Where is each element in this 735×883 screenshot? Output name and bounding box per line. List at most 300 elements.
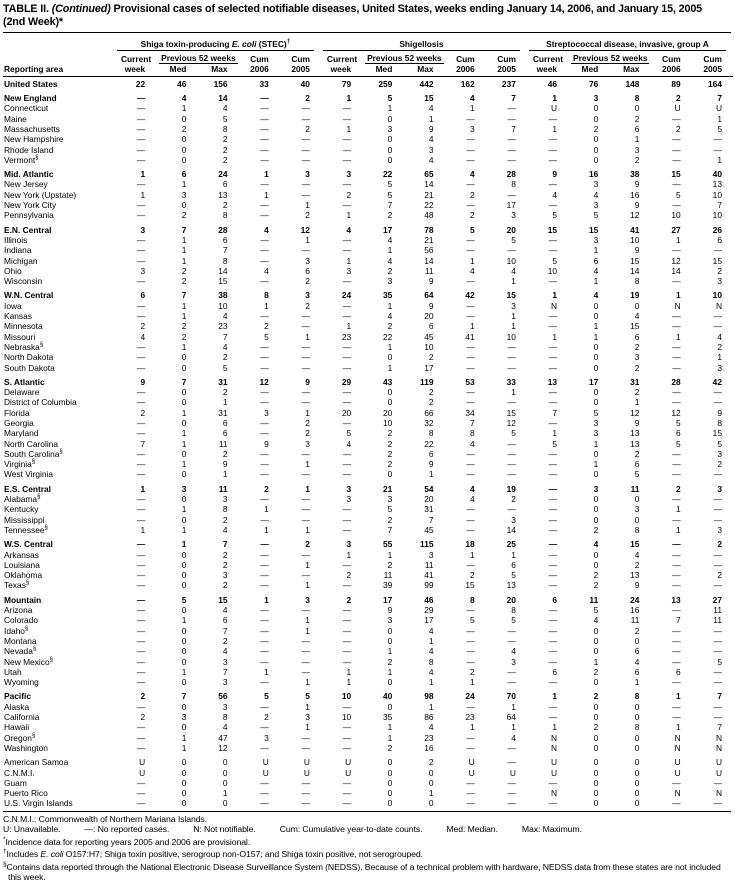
value-cell: 3 [264,732,269,743]
value-cell: 23 [424,732,434,743]
reporting-area-cell: Montana [4,635,37,646]
value-cell: 0 [634,103,640,114]
reporting-area-cell: Vermont§ [4,154,39,165]
value-cell: 0 [387,788,393,799]
value-cell: 1 [140,524,146,535]
value-cell: 15 [465,580,475,591]
value-cell: — [548,570,558,581]
value-cell: 4 [428,722,434,733]
value-cell: 38 [630,169,640,180]
value-cell: — [466,154,475,165]
value-cell: 2 [593,580,599,591]
value-cell: 9 [428,123,434,134]
value-cell: 4 [387,234,393,245]
value-cell: 162 [460,78,475,89]
value-cell: — [260,113,269,124]
table-row [3,449,733,459]
value-cell: 3 [305,712,310,723]
value-cell: 1 [593,331,599,342]
value-cell: — [466,635,475,646]
value-cell: — [507,438,516,449]
value-cell: 4 [387,255,393,266]
value-cell: 13 [218,189,228,200]
stec-cum2005-header: Cum [291,53,310,64]
table-row [3,778,733,788]
value-cell: — [260,580,269,591]
value-cell: 6 [552,666,558,677]
value-cell: 22 [383,331,393,342]
value-cell: — [548,362,558,373]
value-cell: 5 [717,123,722,134]
value-cell: 4 [717,331,722,342]
value-cell: 2 [634,362,640,373]
value-cell: U [674,767,681,778]
value-cell: — [260,134,269,145]
reporting-area-cell: North Carolina [4,438,58,449]
value-cell: 5 [511,428,516,439]
value-cell: 2 [181,331,187,342]
value-cell: 1 [593,656,599,667]
value-cell: 0 [387,387,393,398]
value-cell: 5 [181,594,187,605]
reporting-area-cell: Connecticut [4,103,49,114]
value-cell: — [260,469,269,480]
value-cell: 12 [630,210,640,221]
value-cell: — [136,418,146,428]
value-cell: 66 [424,407,434,418]
value-cell: — [466,448,475,459]
footnote-cnmi: C.N.M.I.: Commonwealth of Northern Mariana Islands. [3,813,207,824]
value-cell: — [548,276,558,287]
value-cell: 6 [428,321,434,332]
value-cell: 0 [593,362,599,373]
value-cell: — [507,341,516,352]
value-cell: 0 [181,448,187,459]
value-cell: 15 [630,539,640,550]
subheader-row-bottom [3,64,733,77]
value-cell: — [342,448,352,459]
value-cell: 9 [428,276,434,287]
reporting-area-cell: Pacific [4,691,32,702]
value-cell: — [507,245,516,256]
value-cell: 1 [181,234,187,245]
value-cell: — [260,742,269,753]
value-cell: — [672,134,681,145]
value-cell: — [466,341,475,352]
value-cell: 31 [424,504,434,515]
value-cell: 2 [470,210,475,221]
value-cell: 2 [140,321,146,332]
table-row [3,615,733,625]
value-cell: U [551,757,558,768]
reporting-area-cell: Washington [4,742,48,753]
table-row [3,646,733,656]
value-cell: 10 [383,418,393,428]
value-cell: 8 [634,722,640,733]
value-cell: 1 [428,788,434,799]
value-cell: 12 [671,255,681,266]
value-cell: — [466,144,475,155]
value-cell: — [672,559,681,570]
reporting-area-cell: Wyoming [4,677,39,688]
value-cell: N [674,300,681,311]
value-cell: — [672,549,681,560]
value-cell: 17 [506,200,516,211]
value-cell: 12 [218,742,228,753]
value-cell: 1 [181,459,187,470]
reporting-area-cell: New Hampshire [4,134,64,145]
value-cell: 4 [470,483,475,494]
value-cell: 4 [552,189,558,200]
value-cell: — [136,210,146,221]
value-cell: 2 [222,635,228,646]
reporting-area-cell: Delaware [4,387,40,398]
value-cell: 3 [593,93,599,104]
value-cell: 9 [387,605,393,616]
value-cell: — [260,798,269,809]
table-row [3,591,733,605]
value-cell: 8 [222,123,228,134]
value-cell: — [548,234,558,245]
value-cell: — [301,245,310,256]
value-cell: 0 [593,103,599,114]
value-cell: 0 [222,767,228,778]
value-cell: — [466,625,475,636]
value-cell: 1 [717,352,722,363]
value-cell: 2 [428,397,434,408]
value-cell: — [672,113,681,124]
value-cell: 1 [511,549,516,560]
value-cell: 2 [634,341,640,352]
value-cell: — [548,701,558,712]
value-cell: 20 [383,407,393,418]
strep-max-header: Max [609,64,650,77]
area-footnote-marker: § [24,625,29,632]
value-cell: 4 [470,169,475,180]
value-cell: — [466,387,475,398]
value-cell: 3 [222,656,228,667]
value-cell: 1 [305,722,310,733]
area-footnote-marker: § [35,155,39,162]
value-cell: 47 [218,732,228,743]
value-cell: 79 [341,78,352,89]
value-cell: 1 [140,169,146,180]
value-cell: 2 [264,712,269,723]
value-cell: 5 [675,189,681,200]
value-cell: 4 [634,656,640,667]
value-cell: 5 [593,407,599,418]
value-cell: — [342,144,352,155]
value-cell: — [301,448,310,459]
value-cell: 17 [424,362,434,373]
value-cell: 29 [341,376,352,387]
table-row [3,256,733,266]
value-cell: 3 [634,504,640,515]
value-cell: — [260,154,269,165]
value-cell: 7 [222,245,228,256]
value-cell: 1 [593,321,599,332]
value-cell: — [466,656,475,667]
value-cell: 1 [305,459,310,470]
value-cell: 14 [630,265,640,276]
value-cell: 11 [589,594,599,605]
value-cell: 5 [470,224,475,235]
table-row [3,702,733,712]
footnote-dagger: †Includes E. coli O157:H7; Shiga toxin positive, serogroup non-O157; and Shiga toxin positive, not serogrouped. [3,848,423,860]
value-cell: 8 [222,255,228,266]
value-cell: 2 [140,407,146,418]
value-cell: 6 [181,169,187,180]
value-cell: 3 [593,179,599,190]
value-cell: — [136,311,146,322]
value-cell: 0 [593,712,599,723]
value-cell: 1 [181,666,187,677]
value-cell: 0 [634,712,640,723]
table-row [3,712,733,722]
value-cell: — [342,134,352,145]
value-cell: — [507,788,516,799]
stec-2005-header: 2005 [280,64,321,77]
value-cell: 2 [675,123,681,134]
value-cell: — [713,134,722,145]
value-cell: 0 [222,757,228,768]
value-cell: 10 [630,234,640,245]
value-cell: 0 [593,635,599,646]
value-cell: 3 [305,169,310,180]
value-cell: 5 [675,418,681,428]
value-cell: — [301,113,310,124]
table-row [3,221,733,235]
value-cell: 29 [424,605,434,616]
reporting-area-cell: Utah [4,666,22,677]
value-cell: — [548,625,558,636]
value-cell: 16 [424,742,434,753]
value-cell: U [551,767,558,778]
value-cell: 1 [552,93,558,104]
value-cell: 5 [264,691,269,702]
value-cell: — [466,362,475,373]
reporting-area-cell: Georgia [4,418,34,428]
value-cell: 2 [634,448,640,459]
value-cell: — [466,311,475,322]
value-cell: 1 [181,539,187,550]
value-cell: 11 [424,559,434,570]
value-cell: 6 [140,290,146,301]
group-header-row [3,35,733,51]
value-cell: 7 [181,376,187,387]
value-cell: — [507,635,516,646]
value-cell: — [672,179,681,190]
reporting-area-cell: New England [4,93,57,104]
value-cell: 1 [634,677,640,688]
value-cell: 3 [346,169,352,180]
table-row [3,535,733,549]
value-cell: 45 [424,331,434,342]
value-cell: 7 [511,123,516,134]
value-cell: 15 [630,255,640,266]
value-cell: — [301,311,310,322]
value-cell: 27 [712,594,722,605]
value-cell: 0 [222,777,228,788]
value-cell: 3 [717,524,722,535]
value-cell: 1 [511,701,516,712]
value-cell: 1 [387,245,393,256]
value-cell: — [342,397,352,408]
value-cell: 12 [630,407,640,418]
value-cell: 442 [419,78,434,89]
value-cell: 0 [593,154,599,165]
reporting-area-cell: Alabama§ [4,494,41,505]
value-cell: 1 [634,397,640,408]
value-cell: 3 [593,200,599,211]
value-cell: — [672,448,681,459]
value-cell: — [507,352,516,363]
table-row [3,373,733,387]
value-cell: — [507,189,516,200]
value-cell: — [260,276,269,287]
value-cell: 4 [264,265,269,276]
reporting-area-cell: Massachusetts [4,123,60,134]
value-cell: 4 [634,311,640,322]
table-row [3,605,733,615]
value-cell: 2 [305,210,310,221]
value-cell: 0 [387,397,393,408]
value-cell: 2 [717,539,722,550]
value-cell: — [260,362,269,373]
value-cell: 40 [712,169,722,180]
value-cell: — [301,570,310,581]
value-cell: 3 [181,189,187,200]
value-cell: — [507,113,516,124]
value-cell: 1 [717,113,722,124]
value-cell: 8 [428,656,434,667]
reporting-area-cell: American Samoa [4,757,69,768]
value-cell: 11 [218,483,228,494]
value-cell: — [260,539,269,550]
value-cell: — [260,352,269,363]
value-cell: 2 [593,722,599,733]
value-cell: 15 [506,407,516,418]
value-cell: 23 [341,331,352,342]
value-cell: — [672,656,681,667]
table-row [3,245,733,255]
value-cell: 0 [181,777,187,788]
value-cell: — [260,788,269,799]
value-cell: — [672,245,681,256]
value-cell: 1 [387,549,393,560]
value-cell: 0 [593,113,599,124]
value-cell: — [260,387,269,398]
value-cell: 8 [428,428,434,439]
value-cell: 26 [712,224,722,235]
value-cell: — [507,134,516,145]
value-cell: — [548,635,558,646]
value-cell: 8 [222,504,228,515]
reporting-area-cell: New York (Upstate) [4,189,77,200]
value-cell: 2 [181,123,187,134]
value-cell: — [260,514,269,525]
value-cell: 40 [300,78,310,89]
value-cell: 0 [634,777,640,788]
value-cell: 1 [181,742,187,753]
value-cell: 3 [346,539,352,550]
value-cell: 39 [383,580,393,591]
value-cell: U [303,757,310,768]
legend-item: N: Not notifiable. [193,824,256,835]
value-cell: 1 [470,103,475,114]
value-cell: 20 [506,224,516,235]
shigellosis-2006-header: 2006 [445,64,486,77]
value-cell: — [713,777,722,788]
value-cell: — [672,605,681,616]
value-cell: 4 [428,625,434,636]
value-cell: 1 [470,677,475,688]
value-cell: — [301,777,310,788]
value-cell: 11 [630,615,640,626]
value-cell: 4 [387,311,393,322]
table-row [3,342,733,352]
value-cell: 1 [264,300,269,311]
value-cell: 1 [387,732,393,743]
value-cell: 1 [675,722,681,733]
value-cell: 2 [428,757,434,768]
value-cell: — [548,514,558,525]
value-cell: 1 [675,504,681,515]
value-cell: 10 [712,189,722,200]
value-cell: 4 [428,134,434,145]
value-cell: 0 [428,798,434,809]
value-cell: — [342,605,352,616]
value-cell: 4 [470,494,475,505]
value-cell: — [342,798,352,809]
table-row [3,114,733,124]
value-cell: — [548,245,558,256]
reporting-area-cell: North Dakota [4,352,54,363]
stec-group-label-post: (STEC) [256,38,287,49]
value-cell: 46 [177,78,187,89]
value-cell: — [507,469,516,480]
value-cell: 1 [140,483,146,494]
value-cell: 4 [511,646,516,657]
value-cell: 8 [511,179,516,190]
stec-cum2006-header: Cum [250,53,269,64]
footnote-section-marker: § [3,860,7,868]
legend-line [3,824,731,835]
value-cell: — [136,777,146,788]
value-cell: — [301,514,310,525]
value-cell: 5 [470,615,475,626]
value-cell: 23 [465,712,475,723]
reporting-area-cell: South Dakota [4,362,55,373]
value-cell: 0 [181,154,187,165]
value-cell: 17 [588,376,599,387]
value-cell: 9 [634,200,640,211]
value-cell: 1 [552,722,558,733]
value-cell: 3 [593,483,599,494]
value-cell: 2 [346,594,352,605]
table-title-line1 [3,3,731,16]
value-cell: 64 [506,712,516,723]
value-cell: 11 [424,265,434,276]
value-cell: 2 [222,352,228,363]
value-cell: 2 [717,570,722,581]
value-cell: 5 [305,691,310,702]
value-cell: — [672,635,681,646]
value-cell: 42 [712,376,722,387]
value-cell: 4 [346,438,352,449]
value-cell: 119 [420,376,434,387]
table-title-rest: Provisional cases of selected notifiable diseases, United States, weeks ending January 14, 2006, and January 15, 2005 [113,3,703,15]
